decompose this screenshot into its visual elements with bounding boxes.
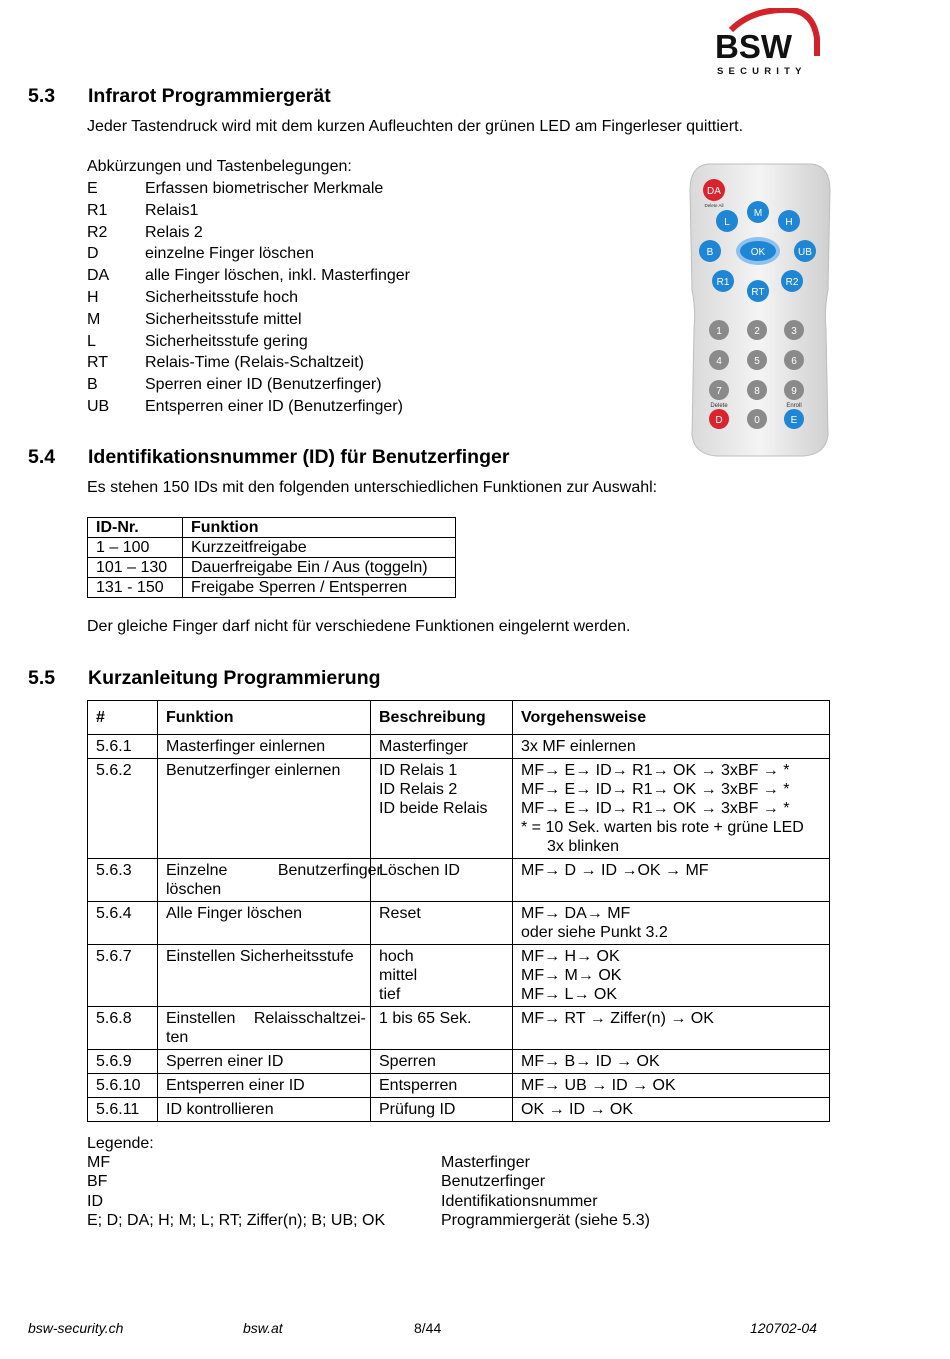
svg-text:3: 3 (791, 326, 797, 337)
abbreviation-item: DA alle Finger löschen, inkl. Masterfinger (87, 267, 411, 285)
section-5-4-intro: Es stehen 150 IDs mit den folgenden unterschiedlichen Funktionen zur Auswahl: (87, 479, 658, 496)
svg-text:RT: RT (751, 287, 765, 298)
table-row: 5.6.9 Sperren einer ID Sperren MF→ B→ ID → OK (88, 1050, 830, 1074)
footer-site-ch[interactable]: bsw-security.ch (28, 1320, 124, 1336)
legend-item: E; D; DA; H; M; L; RT; Ziffer(n); B; UB; OK Programmiergerät (siehe 5.3) (87, 1211, 650, 1229)
abbreviation-item: H Sicherheitsstufe hoch (87, 288, 298, 306)
svg-text:6: 6 (791, 356, 797, 367)
svg-text:1: 1 (716, 326, 722, 337)
footer-site-at[interactable]: bsw.at (243, 1320, 283, 1336)
table-row: 5.6.10 Entsperren einer ID Entsperren MF→ UB → ID → OK (88, 1074, 830, 1098)
bsw-security-logo (713, 8, 823, 78)
table-row: 5.6.2 Benutzerfinger einlernen ID Relais 1 ID Relais 2 ID beide Relais MF→ E→ ID→ R1→ OK → 3xBF → * MF→ E→ ID→ R1→ OK → 3xBF → * MF→ E→ ID→ R1→ OK → 3xBF → * * = 10 Sek. warten bis rote + grüne LED 3x blinken (88, 759, 830, 859)
table-row: 1 – 100 Kurzzeitfreigabe (88, 538, 456, 558)
programming-table (87, 700, 830, 1122)
svg-text:9: 9 (791, 386, 797, 397)
svg-text:L: L (724, 217, 730, 228)
svg-text:8: 8 (754, 386, 760, 397)
abbreviation-item: E Erfassen biometrischer Merkmale (87, 180, 384, 197)
table-row: 5.6.3 Einzelne Benutzerfinger löschen Löschen ID MF→ D → ID →OK → MF (88, 859, 830, 902)
ir-remote-illustration (686, 160, 834, 458)
svg-text:0: 0 (754, 415, 760, 426)
svg-text:Delete: Delete (710, 403, 728, 409)
table-row: 5.6.8 Einstellen Relaisschaltzei- ten 1 bis 65 Sek. MF→ RT → Ziffer(n) → OK (88, 1007, 830, 1050)
abbreviations-title: Abkürzungen und Tastenbelegungen: (87, 158, 352, 175)
abbreviation-item: RT Relais-Time (Relais-Schaltzeit) (87, 354, 365, 372)
footer-page-number: 8/44 (414, 1320, 442, 1336)
section-5-4-note: Der gleiche Finger darf nicht für verschiedene Funktionen eingelernt werden. (87, 618, 631, 635)
legend-item: BF Benutzerfinger (87, 1173, 546, 1191)
table-header: ID-Nr. (88, 518, 183, 538)
svg-text:R2: R2 (785, 277, 799, 288)
svg-text:DA: DA (707, 186, 721, 197)
table-row: 5.6.11 ID kontrollieren Prüfung ID OK → ID → OK (88, 1098, 830, 1122)
svg-text:5: 5 (754, 356, 760, 367)
svg-text:D: D (715, 415, 723, 426)
svg-text:H: H (785, 217, 793, 228)
svg-text:B: B (706, 247, 714, 258)
footer-doc-number: 120702-04 (750, 1320, 817, 1336)
svg-text:R1: R1 (716, 277, 730, 288)
svg-text:M: M (753, 208, 763, 219)
abbreviation-item: R2 Relais 2 (87, 223, 203, 241)
svg-text:4: 4 (716, 356, 722, 367)
logo-subtext: SECURITY (717, 66, 807, 77)
svg-text:OK: OK (750, 247, 766, 258)
svg-text:Delete All: Delete All (704, 203, 724, 208)
section-5-3-intro: Jeder Tastendruck wird mit dem kurzen Aufleuchten der grünen LED am Fingerleser quittiert. (87, 118, 744, 135)
abbreviation-item: R1 Relais1 (87, 201, 199, 219)
legend-item: ID Identifikationsnummer (87, 1192, 598, 1210)
svg-text:2: 2 (754, 326, 760, 337)
svg-text:E: E (790, 415, 798, 426)
legend-title: Legende: (87, 1135, 154, 1152)
legend-item: MF Masterfinger (87, 1154, 530, 1172)
table-header-row: # Funktion Beschreibung Vorgehensweise (88, 701, 830, 735)
table-row: 5.6.7 Einstellen Sicherheitsstufe hoch mittel tief MF→ H→ OK MF→ M→ OK MF→ L→ OK (88, 945, 830, 1007)
table-header: Funktion (183, 518, 456, 538)
table-header-row (88, 518, 456, 538)
abbreviation-item: B Sperren einer ID (Benutzerfinger) (87, 376, 382, 394)
table-row: 101 – 130 Dauerfreigabe Ein / Aus (toggeln) (88, 558, 456, 578)
abbreviation-item: UB Entsperren einer ID (Benutzerfinger) (87, 397, 403, 415)
table-row: 5.6.1 Masterfinger einlernen Masterfinger 3x MF einlernen (88, 735, 830, 759)
svg-text:UB: UB (798, 247, 812, 258)
abbreviation-item: M Sicherheitsstufe mittel (87, 310, 302, 328)
table-row: 5.6.4 Alle Finger löschen Reset MF→ DA→ MF oder siehe Punkt 3.2 (88, 902, 830, 945)
table-row: 131 - 150 Freigabe Sperren / Entsperren (88, 578, 456, 598)
abbreviation-item: D einzelne Finger löschen (87, 245, 314, 263)
logo-text: BSW (715, 28, 792, 65)
svg-text:Enroll: Enroll (786, 403, 802, 409)
abbreviation-item: L Sicherheitsstufe gering (87, 332, 308, 350)
legend (87, 1134, 650, 1230)
svg-text:7: 7 (716, 386, 722, 397)
id-function-table (87, 517, 456, 598)
abbreviation-list (87, 178, 410, 418)
